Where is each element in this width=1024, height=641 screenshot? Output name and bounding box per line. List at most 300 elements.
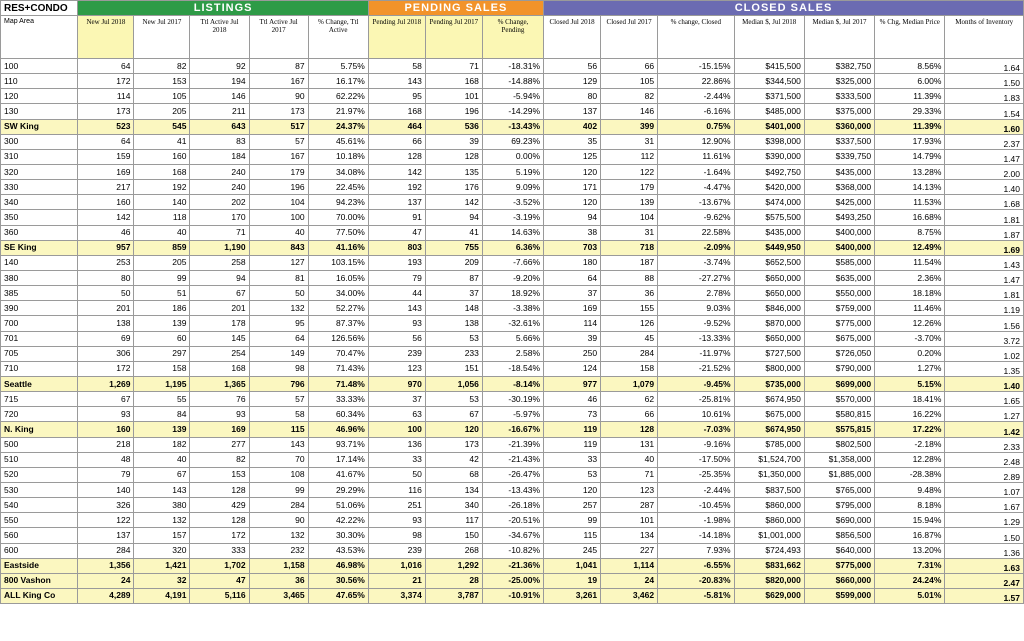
table-cell: 104 [249,195,308,210]
table-cell: 34.08% [308,164,368,179]
table-cell: 76 [190,392,249,407]
table-cell: 95 [368,89,425,104]
table-cell: 43.53% [308,543,368,558]
table-cell: 402 [544,119,601,134]
table-cell: 7.31% [875,558,945,573]
table-cell: 18.41% [875,392,945,407]
table-cell: 201 [78,301,134,316]
table-cell: 99 [134,270,190,285]
map-area-cell: 140 [1,255,78,270]
table-cell: 51 [134,286,190,301]
table-cell: $401,000 [734,119,804,134]
table-cell: 99 [544,513,601,528]
table-cell: 99 [249,482,308,497]
table-cell: 5.66% [482,331,543,346]
table-cell: 128 [601,422,658,437]
table-cell: 957 [78,240,134,255]
table-cell: $390,000 [734,149,804,164]
table-cell: $339,750 [804,149,874,164]
table-row [1,467,1024,482]
table-cell: 1.69 [945,240,1024,255]
table-cell: 859 [134,240,190,255]
table-cell: 168 [368,104,425,119]
table-row [1,588,1024,603]
table-cell: 42.22% [308,513,368,528]
map-area-cell: 310 [1,149,78,164]
table-cell: 257 [544,498,601,513]
table-cell: -21.39% [482,437,543,452]
table-cell: 0.75% [658,119,734,134]
table-cell: 8.56% [875,59,945,74]
table-cell: 87 [425,270,482,285]
table-row [1,119,1024,134]
table-cell: 8.18% [875,498,945,513]
table-cell: 100 [368,422,425,437]
table-cell: 2.33 [945,437,1024,452]
table-cell: $635,000 [804,270,874,285]
table-cell: $580,815 [804,407,874,422]
table-cell: 178 [190,316,249,331]
table-cell: 277 [190,437,249,452]
table-cell: $435,000 [804,164,874,179]
table-cell: 145 [190,331,249,346]
table-cell: 140 [134,195,190,210]
table-cell: 1.29 [945,513,1024,528]
column-header: Ttl Active Jul 2018 [190,16,249,59]
table-cell: 69.23% [482,134,543,149]
table-cell: -25.00% [482,573,543,588]
table-cell: 3.72 [945,331,1024,346]
table-cell: 6.00% [875,74,945,89]
table-cell: -5.97% [482,407,543,422]
table-cell: $435,000 [734,225,804,240]
table-cell: 37 [368,392,425,407]
table-row [1,331,1024,346]
table-row [1,528,1024,543]
table-cell: 70.00% [308,210,368,225]
table-cell: -20.51% [482,513,543,528]
table-cell: 142 [78,210,134,225]
table-cell: 5,116 [190,588,249,603]
table-cell: 173 [249,104,308,119]
table-row [1,59,1024,74]
table-cell: 180 [544,255,601,270]
table-cell: 123 [368,361,425,376]
table-cell: -32.61% [482,316,543,331]
table-cell: -27.27% [658,270,734,285]
table-cell: 41 [425,225,482,240]
table-cell: 91 [368,210,425,225]
table-cell: 142 [368,164,425,179]
table-cell: 11.46% [875,301,945,316]
table-cell: 138 [425,316,482,331]
table-cell: 39 [425,134,482,149]
table-cell: $333,500 [804,89,874,104]
table-cell: 1.47 [945,270,1024,285]
table-cell: 429 [190,498,249,513]
table-row [1,255,1024,270]
table-cell: -7.66% [482,255,543,270]
table-cell: 134 [425,482,482,497]
map-area-cell: 705 [1,346,78,361]
table-cell: 136 [368,437,425,452]
map-area-cell: 340 [1,195,78,210]
table-cell: 134 [601,528,658,543]
table-cell: 153 [190,467,249,482]
table-cell: 60 [134,331,190,346]
table-cell: 1.54 [945,104,1024,119]
table-cell: 105 [134,89,190,104]
table-cell: 1,195 [134,376,190,391]
table-cell: 41.16% [308,240,368,255]
table-cell: 150 [425,528,482,543]
table-cell: 15.94% [875,513,945,528]
table-cell: 16.87% [875,528,945,543]
table-cell: 53 [425,331,482,346]
table-cell: -14.18% [658,528,734,543]
table-cell: 58 [368,59,425,74]
table-cell: 44 [368,286,425,301]
table-cell: 138 [78,316,134,331]
table-cell: 66 [601,407,658,422]
table-cell: 171 [544,180,601,195]
table-cell: 1.63 [945,558,1024,573]
table-cell: 29.33% [875,104,945,119]
column-header: % Change, Ttl Active [308,16,368,59]
table-cell: $860,000 [734,498,804,513]
table-cell: 128 [425,149,482,164]
table-cell: 240 [190,164,249,179]
table-cell: 1,056 [425,376,482,391]
table-row [1,89,1024,104]
table-cell: -6.16% [658,104,734,119]
table-cell: 1,365 [190,376,249,391]
map-area-cell: 330 [1,180,78,195]
map-area-cell: 510 [1,452,78,467]
table-cell: 33.33% [308,392,368,407]
table-cell: 5.75% [308,59,368,74]
map-area-cell: 530 [1,482,78,497]
table-cell: $599,000 [804,588,874,603]
table-cell: 205 [134,255,190,270]
table-cell: 245 [544,543,601,558]
table-row [1,149,1024,164]
table-cell: $629,000 [734,588,804,603]
table-cell: 124 [544,361,601,376]
map-area-cell: 380 [1,270,78,285]
table-cell: 5.15% [875,376,945,391]
table-cell: 105 [601,74,658,89]
table-cell: 464 [368,119,425,134]
table-cell: 71 [190,225,249,240]
map-area-cell: 520 [1,467,78,482]
table-row [1,452,1024,467]
table-cell: 41 [134,134,190,149]
table-cell: $575,500 [734,210,804,225]
table-cell: 194 [190,74,249,89]
table-cell: 13.28% [875,164,945,179]
table-row [1,482,1024,497]
map-area-cell: 560 [1,528,78,543]
map-area-cell: SE King [1,240,78,255]
table-cell: $727,500 [734,346,804,361]
table-cell: 192 [368,180,425,195]
table-cell: 70 [249,452,308,467]
table-row [1,422,1024,437]
table-cell: 202 [190,195,249,210]
map-area-cell: 600 [1,543,78,558]
table-cell: -21.43% [482,452,543,467]
table-cell: 50 [78,286,134,301]
map-area-cell: 550 [1,513,78,528]
table-cell: -9.20% [482,270,543,285]
table-cell: -13.43% [482,119,543,134]
table-cell: 88 [601,270,658,285]
table-cell: 56 [368,331,425,346]
table-cell: 3,465 [249,588,308,603]
table-cell: $820,000 [734,573,804,588]
table-cell: 100 [249,210,308,225]
table-cell: 268 [425,543,482,558]
table-cell: 125 [544,149,601,164]
table-cell: 123 [601,482,658,497]
group-pending: PENDING SALES [368,1,543,16]
column-header: Months of Inventory [945,16,1024,59]
table-cell: 14.79% [875,149,945,164]
table-row [1,74,1024,89]
table-row [1,164,1024,179]
table-cell: 82 [190,452,249,467]
table-cell: 12.26% [875,316,945,331]
table-cell: 10.18% [308,149,368,164]
table-cell: 1.35 [945,361,1024,376]
table-cell: -26.47% [482,467,543,482]
table-cell: 112 [601,149,658,164]
map-area-cell: 390 [1,301,78,316]
table-cell: -17.50% [658,452,734,467]
table-cell: 4,191 [134,588,190,603]
table-cell: 129 [544,74,601,89]
table-cell: 2.47 [945,573,1024,588]
table-cell: 1,421 [134,558,190,573]
table-row [1,286,1024,301]
table-cell: 155 [601,301,658,316]
table-cell: $344,500 [734,74,804,89]
table-cell: $449,950 [734,240,804,255]
table-cell: 3,261 [544,588,601,603]
table-cell: $550,000 [804,286,874,301]
table-cell: 2.00 [945,164,1024,179]
table-cell: 33 [368,452,425,467]
table-cell: $1,885,000 [804,467,874,482]
table-cell: 64 [78,59,134,74]
table-cell: 192 [134,180,190,195]
table-cell: 46.96% [308,422,368,437]
table-cell: 1.56 [945,316,1024,331]
table-cell: 108 [249,467,308,482]
table-cell: 93 [368,513,425,528]
table-cell: 173 [78,104,134,119]
table-row [1,240,1024,255]
table-cell: $675,000 [734,407,804,422]
table-cell: 127 [249,255,308,270]
table-cell: $652,500 [734,255,804,270]
table-cell: 253 [78,255,134,270]
table-cell: 1,041 [544,558,601,573]
table-cell: 68 [425,467,482,482]
table-cell: 159 [78,149,134,164]
map-area-cell: 500 [1,437,78,452]
table-cell: 254 [190,346,249,361]
table-cell: 12.28% [875,452,945,467]
table-cell: -18.31% [482,59,543,74]
table-row [1,180,1024,195]
table-cell: $675,000 [804,331,874,346]
table-cell: 184 [190,149,249,164]
table-cell: 1,114 [601,558,658,573]
map-area-cell: 700 [1,316,78,331]
table-cell: 40 [134,452,190,467]
table-cell: 39 [544,331,601,346]
map-area-cell: SW King [1,119,78,134]
table-cell: $398,000 [734,134,804,149]
table-cell: 523 [78,119,134,134]
column-header: Ttl Active Jul 2017 [249,16,308,59]
table-cell: 196 [249,180,308,195]
table-cell: 9.03% [658,301,734,316]
map-area-cell: ALL King Co [1,588,78,603]
table-cell: 1,269 [78,376,134,391]
table-cell: 803 [368,240,425,255]
table-cell: 1,079 [601,376,658,391]
table-cell: 186 [134,301,190,316]
table-cell: 12.49% [875,240,945,255]
table-cell: 119 [544,437,601,452]
table-cell: 32 [134,573,190,588]
table-cell: 37 [425,286,482,301]
table-cell: 90 [249,513,308,528]
table-cell: 16.68% [875,210,945,225]
map-area-cell: 320 [1,164,78,179]
table-row [1,437,1024,452]
table-cell: $1,350,000 [734,467,804,482]
table-cell: 117 [425,513,482,528]
table-cell: 1.02 [945,346,1024,361]
table-cell: 977 [544,376,601,391]
table-cell: $660,000 [804,573,874,588]
table-cell: 172 [190,528,249,543]
table-cell: 205 [134,104,190,119]
table-cell: 153 [134,74,190,89]
map-area-cell: 300 [1,134,78,149]
table-cell: $800,000 [734,361,804,376]
table-cell: -3.38% [482,301,543,316]
table-cell: 232 [249,543,308,558]
table-cell: 167 [249,149,308,164]
table-cell: 19 [544,573,601,588]
table-cell: 64 [544,270,601,285]
table-cell: 47.65% [308,588,368,603]
table-cell: 3,787 [425,588,482,603]
column-header: % Change, Pending [482,16,543,59]
table-cell: 399 [601,119,658,134]
table-cell: 71 [425,59,482,74]
table-cell: 16.05% [308,270,368,285]
table-cell: -1.98% [658,513,734,528]
table-cell: 297 [134,346,190,361]
map-area-cell: 720 [1,407,78,422]
map-area-cell: 120 [1,89,78,104]
table-cell: 1.67 [945,498,1024,513]
table-cell: 251 [368,498,425,513]
column-header: New Jul 2018 [78,16,134,59]
table-cell: 90 [249,89,308,104]
table-cell: 6.36% [482,240,543,255]
table-cell: 55 [134,392,190,407]
table-cell: 95 [249,316,308,331]
table-cell: 1,356 [78,558,134,573]
table-cell: 17.93% [875,134,945,149]
table-cell: $759,000 [804,301,874,316]
table-cell: 536 [425,119,482,134]
table-cell: 21.97% [308,104,368,119]
table-cell: 101 [601,513,658,528]
table-cell: 120 [544,195,601,210]
table-cell: 1.36 [945,543,1024,558]
table-row [1,210,1024,225]
table-cell: 287 [601,498,658,513]
top-label: RES+CONDO [1,1,78,16]
table-cell: 196 [425,104,482,119]
table-cell: 306 [78,346,134,361]
table-cell: 233 [425,346,482,361]
table-cell: -21.36% [482,558,543,573]
table-cell: 103.15% [308,255,368,270]
table-cell: 718 [601,240,658,255]
table-cell: $846,000 [734,301,804,316]
table-cell: 104 [601,210,658,225]
group-listings: LISTINGS [78,1,368,16]
table-cell: 11.54% [875,255,945,270]
table-cell: 182 [134,437,190,452]
table-cell: 71.43% [308,361,368,376]
table-cell: -9.16% [658,437,734,452]
table-row [1,104,1024,119]
table-cell: 160 [78,195,134,210]
table-cell: -21.52% [658,361,734,376]
table-cell: -13.33% [658,331,734,346]
table-cell: 64 [78,134,134,149]
table-cell: 66 [368,134,425,149]
table-cell: 42 [425,452,482,467]
map-area-cell: 110 [1,74,78,89]
table-cell: 139 [134,422,190,437]
table-cell: $492,750 [734,164,804,179]
table-cell: 93.71% [308,437,368,452]
table-cell: 66 [601,59,658,74]
map-area-cell: 385 [1,286,78,301]
table-cell: 31 [601,225,658,240]
table-cell: 169 [544,301,601,316]
table-cell: 3,462 [601,588,658,603]
table-cell: 57 [249,392,308,407]
table-cell: 179 [601,180,658,195]
table-cell: 1.43 [945,255,1024,270]
table-cell: 84 [134,407,190,422]
table-cell: 79 [368,270,425,285]
table-cell: $870,000 [734,316,804,331]
table-cell: 158 [601,361,658,376]
